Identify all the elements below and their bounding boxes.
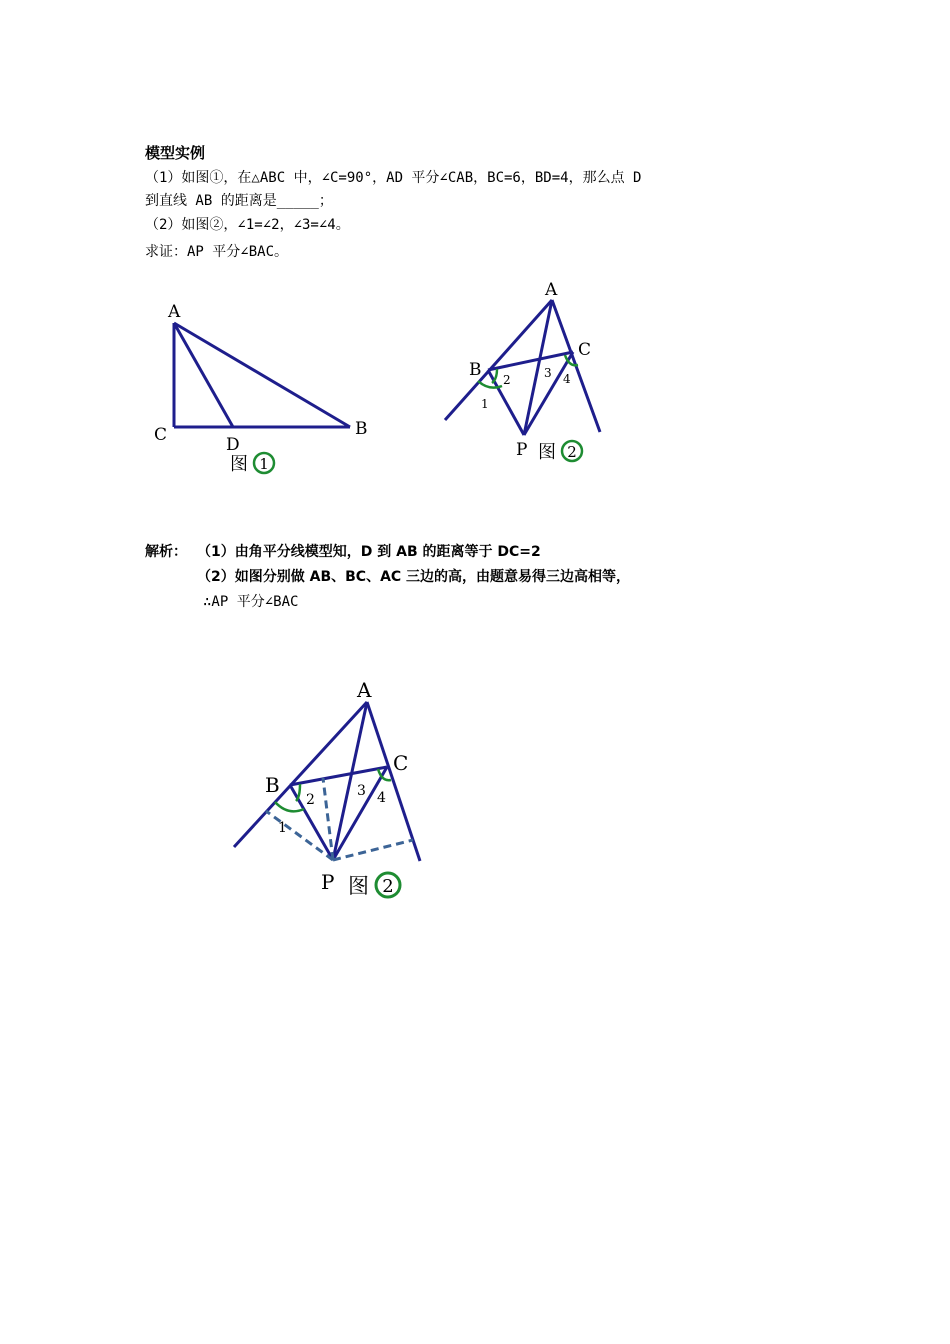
vertex-c-label: C (393, 751, 409, 775)
angle-3-label: 3 (544, 366, 552, 380)
angle-1-label: 1 (481, 397, 489, 411)
angle-3-label: 3 (357, 783, 366, 799)
vertex-c-label: C (154, 425, 168, 445)
segment-ap (333, 702, 367, 860)
figure-2 (435, 275, 625, 475)
vertex-b-label: B (355, 419, 368, 439)
solution-step-3: ∴AP 平分∠BAC (203, 594, 299, 610)
vertex-d-label: D (226, 435, 240, 455)
altitude-to-ac (333, 840, 413, 860)
solution-step-1: （1）由角平分线模型知，D 到 AB 的距离等于 DC=2 (197, 544, 541, 560)
problem-line-1: （1）如图①，在△ABC 中，∠C=90°，AD 平分∠CAB，BC=6，BD=4，那么点 D (145, 170, 642, 186)
segment-ab (174, 323, 350, 427)
solution-label: 解析： (145, 544, 187, 560)
figure-caption: 图 (538, 442, 556, 463)
ray-ac (367, 702, 420, 861)
problem-line-3: （2）如图②，∠1=∠2，∠3=∠4。 (145, 217, 350, 233)
vertex-p-label: P (321, 870, 335, 894)
vertex-a-label: A (357, 678, 372, 702)
figure-3 (220, 675, 440, 905)
segment-bc (488, 352, 573, 370)
angle-4-label: 4 (377, 790, 386, 806)
angle-4-label: 4 (563, 372, 571, 386)
vertex-c-label: C (578, 340, 592, 360)
segment-cp (333, 767, 387, 860)
figure-1 (140, 290, 380, 480)
vertex-p-label: P (516, 440, 528, 460)
problem-line-4: 求证：AP 平分∠BAC。 (145, 244, 289, 260)
vertex-b-label: B (265, 773, 280, 797)
altitude-to-ab (266, 811, 333, 860)
caption-number: 2 (567, 443, 577, 461)
angle-1-label: 1 (278, 820, 287, 836)
angle-2-label: 2 (503, 373, 511, 387)
segment-ad (174, 323, 233, 427)
figure-caption: 图 (230, 454, 248, 475)
section-title: 模型实例 (145, 144, 206, 162)
problem-line-2: 到直线 AB 的距离是_____； (145, 193, 333, 209)
solution-step-2: （2）如图分别做 AB、BC、AC 三边的高，由题意易得三边高相等， (197, 569, 631, 585)
vertex-a-label: A (168, 302, 181, 322)
caption-number: 2 (382, 876, 394, 897)
caption-number: 1 (259, 455, 269, 473)
angle-2-label: 2 (306, 792, 315, 808)
angle-1-arc (478, 381, 502, 388)
vertex-a-label: A (545, 280, 558, 300)
figure-caption: 图 (348, 874, 369, 898)
vertex-b-label: B (469, 360, 482, 380)
